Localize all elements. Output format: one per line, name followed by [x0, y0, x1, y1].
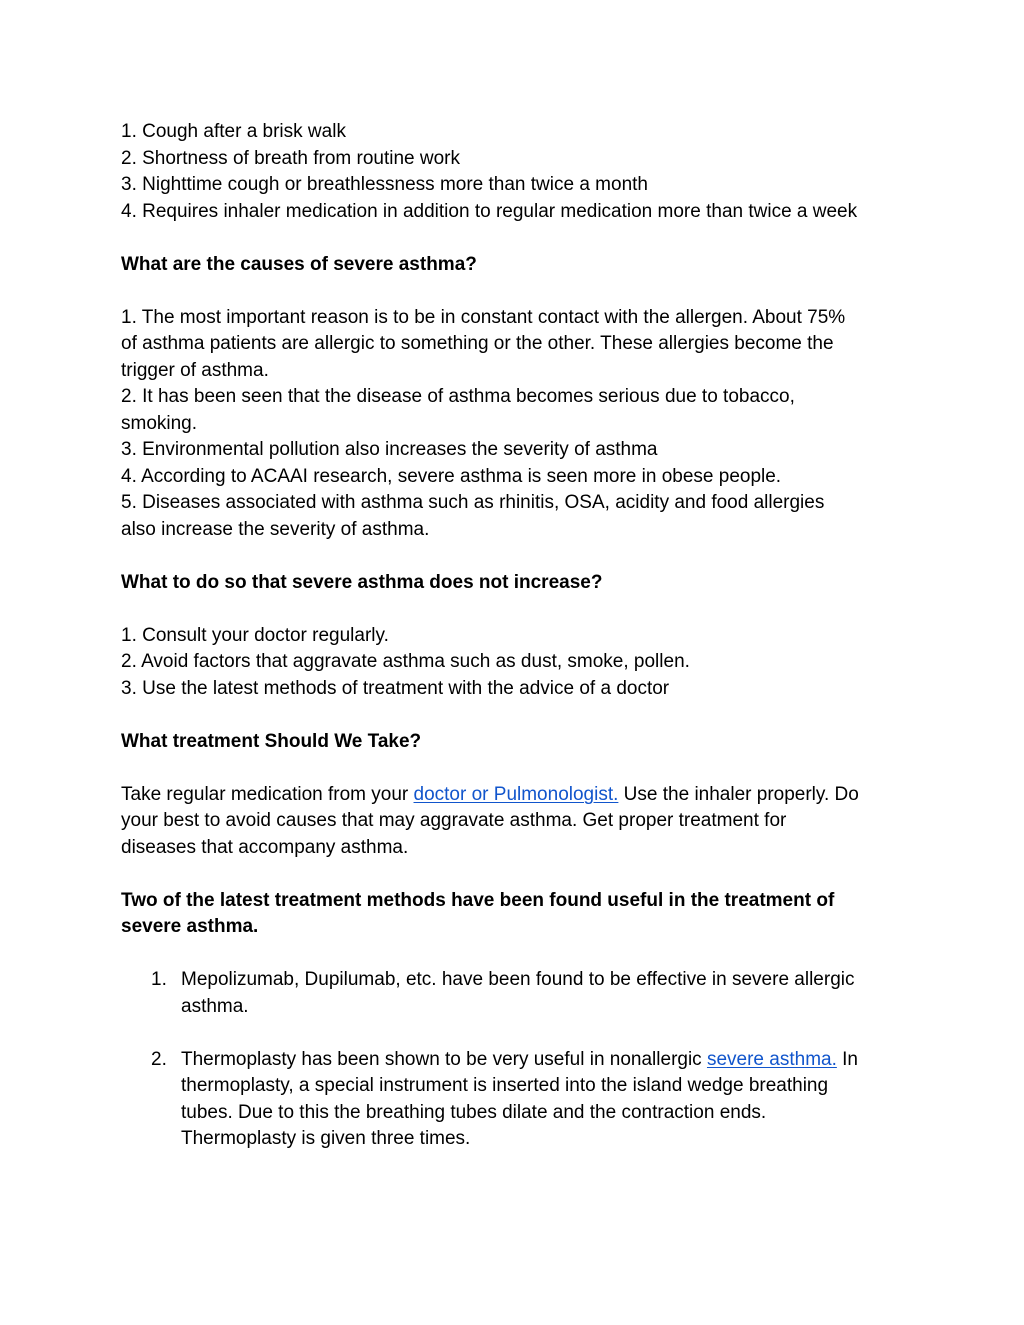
doctor-pulmonologist-link[interactable]: doctor or Pulmonologist.: [413, 783, 619, 805]
text-span: Use the inhaler properly. Do: [618, 783, 859, 805]
paragraph-line: trigger of asthma.: [121, 359, 269, 381]
paragraph-line: 2. It has been seen that the disease of asthma becomes serious due to tobacco,: [121, 386, 795, 407]
list-item: 1. Consult your doctor regularly.: [121, 624, 389, 646]
causes-heading: What are the causes of severe asthma?: [121, 253, 477, 275]
methods-heading-continued: severe asthma.: [121, 916, 259, 937]
paragraph-line: Thermoplasty is given three times.: [181, 1128, 471, 1149]
paragraph-line: 1. The most important reason is to be in constant contact with the allergen. About 75%: [121, 306, 846, 328]
paragraph-line: 3. Environmental pollution also increases the severity of asthma: [121, 439, 658, 460]
list-number: 2.: [151, 1048, 167, 1070]
prevention-heading: What to do so that severe asthma does not increase?: [121, 571, 603, 593]
paragraph-line: Mepolizumab, Dupilumab, etc. have been found to be effective in severe allergic: [181, 969, 855, 990]
paragraph-line: 5. Diseases associated with asthma such as rhinitis, OSA, acidity and food allergies: [121, 492, 825, 513]
document-page: [121, 119, 911, 1153]
text-span: Take regular medication from your: [121, 783, 414, 805]
paragraph-line: thermoplasty, a special instrument is inserted into the island wedge breathing: [181, 1075, 829, 1096]
treatment-paragraph: [121, 782, 911, 862]
text-span: In: [836, 1048, 858, 1070]
paragraph-line: of asthma patients are allergic to something or the other. These allergies become the: [121, 333, 834, 354]
list-item: 2. Shortness of breath from routine work: [121, 147, 460, 169]
methods-heading: Two of the latest treatment methods have been found useful in the treatment of: [121, 889, 835, 911]
paragraph-line: your best to avoid causes that may aggravate asthma. Get proper treatment for: [121, 810, 787, 831]
list-item: 3. Nighttime cough or breathlessness more than twice a month: [121, 174, 648, 195]
prevention-list: [121, 623, 911, 703]
paragraph-line: [121, 782, 911, 809]
severe-asthma-link[interactable]: severe asthma.: [706, 1048, 837, 1070]
numbered-list-item: [121, 1047, 911, 1153]
list-item: 3. Use the latest methods of treatment with the advice of a doctor: [121, 677, 670, 699]
paragraph-line: smoking.: [121, 412, 198, 434]
numbered-list-item: [121, 967, 911, 1020]
list-item: 1. Cough after a brisk walk: [121, 121, 346, 142]
paragraph-line: tubes. Due to this the breathing tubes dilate and the contraction ends.: [181, 1101, 767, 1123]
list-number: 1.: [151, 969, 167, 990]
paragraph-line: asthma.: [181, 995, 249, 1017]
paragraph-line: diseases that accompany asthma.: [121, 836, 409, 858]
treatment-heading: What treatment Should We Take?: [121, 730, 422, 752]
paragraph-line: also increase the severity of asthma.: [121, 518, 430, 540]
symptoms-list: [121, 119, 911, 225]
paragraph-line: [181, 1047, 911, 1074]
text-span: Thermoplasty has been shown to be very useful in nonallergic: [181, 1048, 707, 1070]
causes-list: [121, 305, 911, 544]
list-item: 2. Avoid factors that aggravate asthma such as dust, smoke, pollen.: [121, 651, 690, 672]
list-item: 4. Requires inhaler medication in addition to regular medication more than twice a week: [121, 200, 858, 222]
paragraph-line: 4. According to ACAAI research, severe asthma is seen more in obese people.: [121, 465, 782, 487]
